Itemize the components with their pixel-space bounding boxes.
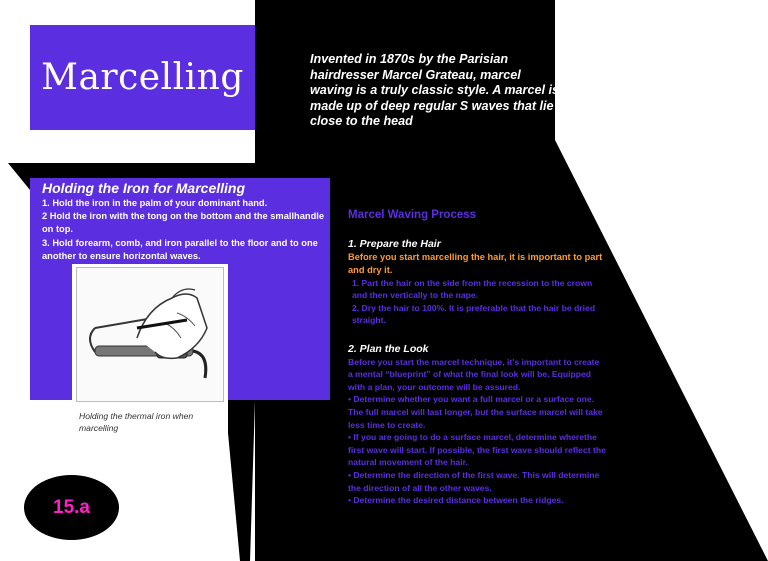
prepare-lead: Before you start marcelling the hair, it is important to part and dry it. [348,251,603,275]
illustration-frame [76,267,224,402]
holding-step: 2 Hold the iron with the tong on the bottom and the smallhandle on top. [42,211,324,235]
plan-bullet: • Determine the desired distance between the ridges. [348,495,564,506]
plan-section [348,343,606,507]
prepare-step: 2. Dry the hair to 100%. It is preferable that the hair be dried straight. [352,302,596,326]
plan-heading: 2. Plan the Look [348,343,429,355]
holding-title: Holding the Iron for Marcelling [42,180,245,196]
title-box [30,25,255,130]
hand-holding-iron-icon [77,268,223,401]
plan-lead: Before you start the marcel technique, it's important to create a mental “blueprint” of what the final look will be. Equipped with a plan, your outcome will be assured. [348,356,600,392]
holding-step: 3. Hold forearm, comb, and iron parallel to the floor and to one another to ensure horizontal waves. [42,237,318,261]
process-title: Marcel Waving Process [348,209,477,221]
page-number: 15.a [53,496,90,518]
prepare-step: 1. Part the hair on the side from the recession to the crown and then vertically to the nape. [352,277,593,301]
intro-text: Invented in 1870s by the Parisian hairdresser Marcel Grateau, marcel waving is a truly classic style. A marcel is made up of deep regular S waves that lie close to the head [310,52,559,128]
holding-step: 1. Hold the iron in the palm of your dominant hand. [42,198,268,208]
prepare-section [348,238,606,327]
prepare-heading: 1. Prepare the Hair [348,238,441,250]
holding-steps [42,197,327,263]
plan-bullet: • Determine whether you want a full marcel or a surface one. The full marcel will last longer, but the surface marcel will take less time to create. [348,394,603,430]
page-number-badge [24,475,119,540]
plan-bullet: • If you are going to do a surface marcel, determine wherethe first wave will start. If possible, the first wave should reflect the natural movement of the hair. [348,432,606,468]
plan-bullet: • Determine the direction of the first wave. This will determine the direction of all the other waves. [348,469,600,493]
illustration-caption: Holding the thermal iron when marcelling [79,411,194,433]
page-title: Marcelling [41,57,244,98]
